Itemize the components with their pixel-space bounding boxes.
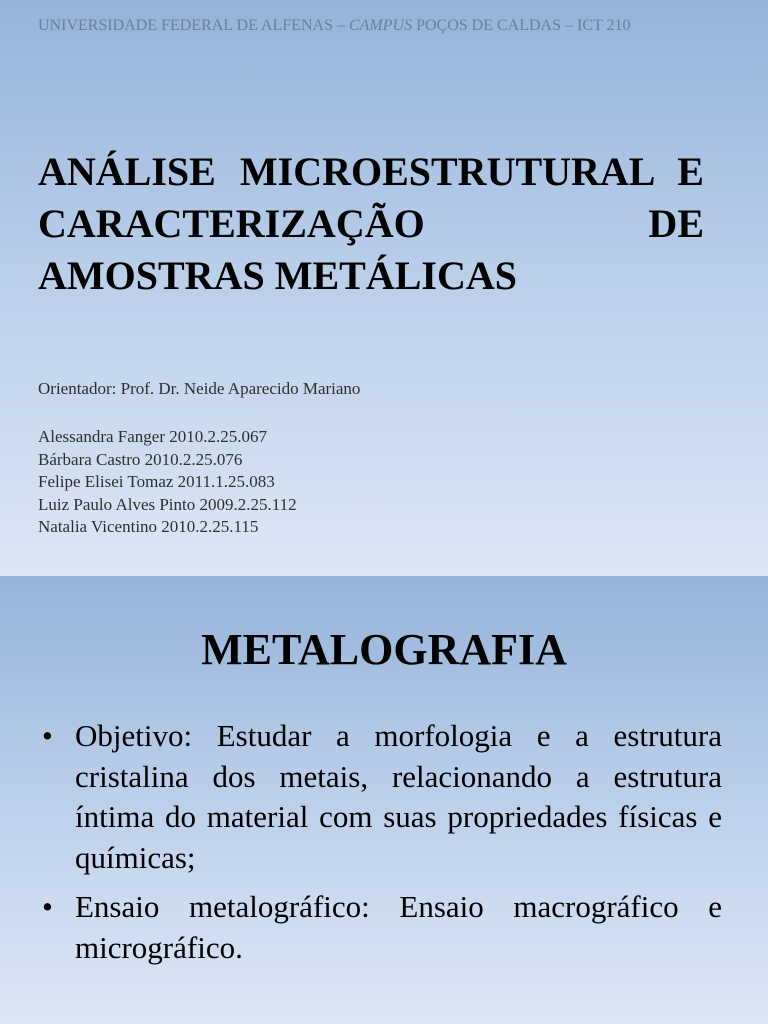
advisor-line: Orientador: Prof. Dr. Neide Aparecido Mariano	[38, 379, 361, 398]
bullet-item-ensaio	[42, 887, 722, 968]
header-campus-text: CAMPUS	[348, 17, 413, 34]
author-item: Felipe Elisei Tomaz 2011.1.25.083	[38, 472, 275, 491]
metalografia-slide	[0, 576, 768, 1024]
author-item: Natalia Vicentino 2010.2.25.115	[38, 517, 259, 536]
presentation-title: ANÁLISE MICROESTRUTURAL E CARACTERIZAÇÃO DE AMOSTRAS METÁLICAS	[38, 149, 704, 298]
university-header	[38, 17, 630, 35]
bullet-text: Ensaio metalográfico: Ensaio macrográfico e micrográfico.	[75, 889, 722, 965]
section-title: METALOGRAFIA	[201, 625, 567, 674]
header-course-text: POÇOS DE CALDAS – ICT 210	[412, 17, 631, 34]
author-list	[38, 426, 297, 539]
header-university-text: UNIVERSIDADE FEDERAL DE ALFENAS –	[38, 17, 349, 34]
bullet-marker: •	[42, 889, 53, 924]
bullet-list	[42, 716, 722, 977]
bullet-marker: •	[42, 718, 53, 753]
bullet-item-objetivo	[42, 716, 722, 878]
author-item: Luiz Paulo Alves Pinto 2009.2.25.112	[38, 494, 297, 514]
bullet-text: Objetivo: Estudar a morfologia e a estrutura cristalina dos metais, relacionando a estrutura íntima do material com suas propriedades físicas e químicas;	[75, 718, 722, 875]
author-item: Bárbara Castro 2010.2.25.076	[38, 449, 243, 469]
author-item: Alessandra Fanger 2010.2.25.067	[38, 427, 267, 446]
